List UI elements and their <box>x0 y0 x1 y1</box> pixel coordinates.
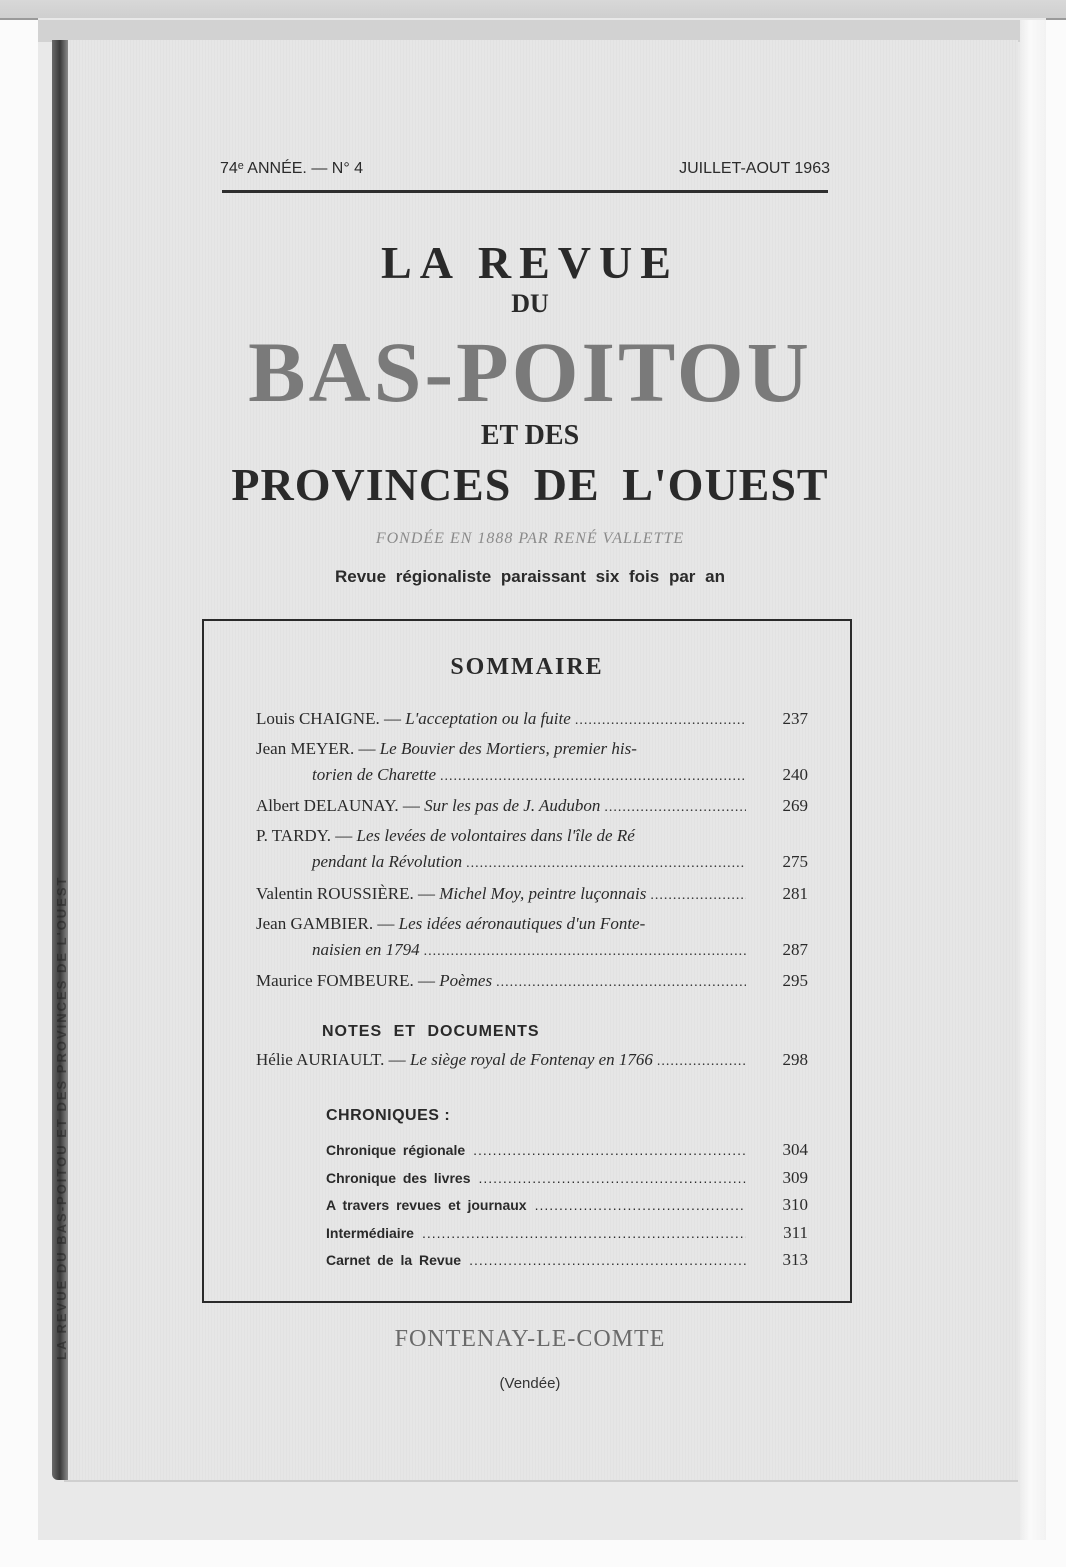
contents-entry <box>256 914 808 966</box>
entry-title: Poèmes <box>439 971 493 990</box>
chronique-page: 304 <box>782 1140 808 1159</box>
contents-heading: SOMMAIRE <box>450 654 604 680</box>
entry-page: 237 <box>782 709 808 728</box>
chronique-page: 311 <box>783 1222 808 1242</box>
leader-dots <box>650 888 746 904</box>
entry-page: 269 <box>782 796 808 815</box>
publisher-city: FONTENAY-LE-COMTE <box>394 1326 666 1352</box>
chronique-page: 310 <box>782 1195 808 1214</box>
chronique-label: A travers revues et journaux <box>326 1197 527 1213</box>
leader-dots <box>473 1142 746 1158</box>
title-provinces: PROVINCES DE L'OUEST <box>231 459 829 510</box>
contents-entry <box>256 971 808 997</box>
entry-author: Jean GAMBIER. — <box>256 914 399 933</box>
entry-line <box>256 852 808 878</box>
entry-line <box>256 796 808 822</box>
entry-line <box>256 1050 808 1076</box>
chronique-label: Chronique régionale <box>326 1142 466 1158</box>
entry-line <box>256 884 808 910</box>
contents-entry <box>256 739 808 791</box>
entry-author: Maurice FOMBEURE. — <box>256 971 440 990</box>
entry-title: pendant la Révolution <box>312 852 463 871</box>
scan-right-edge <box>1020 20 1046 1540</box>
issue-number: 74ᵉ ANNÉE. — N° 4 <box>220 160 364 177</box>
leader-dots <box>440 769 746 785</box>
scan-top-edge <box>0 0 1066 20</box>
entry-line <box>256 765 808 791</box>
chroniques-list <box>326 1140 808 1278</box>
leader-dots <box>535 1197 746 1213</box>
entry-title: Les idées aéronautiques d'un Fonte- <box>398 914 646 933</box>
entry-line <box>256 709 808 735</box>
chronique-page: 313 <box>782 1250 808 1269</box>
entry-author: Louis CHAIGNE. — <box>256 709 406 728</box>
entry-title: L'acceptation ou la fuite <box>405 709 571 728</box>
entry-page: 295 <box>782 971 808 990</box>
leader-dots <box>657 1054 746 1070</box>
entry-author: P. TARDY. — <box>256 826 357 845</box>
entry-line <box>256 940 808 966</box>
title-et-des: ET DES <box>480 420 580 451</box>
leader-dots <box>478 1170 746 1186</box>
leader-dots <box>424 944 746 960</box>
entry-title: naisien en 1794 <box>312 940 420 959</box>
contents-entry <box>256 1050 808 1076</box>
scan-top-shadow <box>38 20 1046 42</box>
leader-dots <box>422 1225 746 1241</box>
entry-page: 240 <box>782 765 808 784</box>
contents-entry <box>256 796 808 822</box>
contents-entry <box>256 826 808 878</box>
entry-title: Les levées de volontaires dans l'île de Ré <box>356 826 635 845</box>
chronique-row <box>326 1168 808 1196</box>
entry-title: Sur les pas de J. Audubon <box>424 796 601 815</box>
chronique-label: Intermédiaire <box>326 1224 414 1241</box>
chronique-row <box>326 1195 808 1223</box>
entry-title: Michel Moy, peintre luçonnais <box>439 884 647 903</box>
entry-title: Le siège royal de Fontenay en 1766 <box>409 1050 653 1069</box>
leader-dots <box>575 713 746 729</box>
entry-line <box>256 914 808 940</box>
entry-line <box>256 826 808 852</box>
founded-line: FONDÉE EN 1888 PAR RENÉ VALLETTE <box>375 530 685 547</box>
entry-page: 281 <box>782 884 808 903</box>
header-rule <box>222 190 828 193</box>
contents-entry <box>256 884 808 910</box>
spine-title: LA REVUE DU BAS-POITOU ET DES PROVINCES DE L'OUEST <box>54 875 69 1360</box>
entry-author: Jean MEYER. — <box>256 739 380 758</box>
entry-line <box>256 971 808 997</box>
chronique-page: 309 <box>782 1167 808 1187</box>
leader-dots <box>604 800 746 816</box>
notes-heading: NOTES ET DOCUMENTS <box>322 1023 540 1040</box>
chronique-row <box>326 1250 808 1278</box>
entry-page: 298 <box>782 1050 808 1069</box>
leader-dots <box>469 1252 746 1268</box>
leader-dots <box>496 975 746 991</box>
entry-author: Albert DELAUNAY. — <box>256 796 425 815</box>
issue-date: JUILLET-AOUT 1963 <box>679 160 830 177</box>
title-du: DU <box>511 289 549 318</box>
leader-dots <box>466 856 746 872</box>
entry-line <box>256 739 808 765</box>
title-la-revue: LA REVUE <box>381 237 679 288</box>
issue-header <box>220 160 830 178</box>
chronique-row <box>326 1223 808 1251</box>
tagline: Revue régionaliste paraissant six fois par an <box>335 567 725 586</box>
entry-page: 275 <box>782 852 808 871</box>
entry-page: 287 <box>782 940 808 959</box>
entry-title: Le Bouvier des Mortiers, premier his- <box>379 739 637 758</box>
entry-title: torien de Charette <box>312 765 437 784</box>
chronique-label: Chronique des livres <box>326 1169 471 1186</box>
chroniques-heading: CHRONIQUES : <box>326 1107 451 1124</box>
title-bas-poitou: BAS-POITOU <box>248 324 812 420</box>
entry-author: Valentin ROUSSIÈRE. — <box>256 884 440 903</box>
publisher-region: (Vendée) <box>499 1375 561 1392</box>
chronique-label: Carnet de la Revue <box>326 1252 462 1268</box>
chronique-row <box>326 1140 808 1168</box>
entry-author: Hélie AURIAULT. — <box>256 1050 410 1069</box>
contents-entry <box>256 709 808 735</box>
